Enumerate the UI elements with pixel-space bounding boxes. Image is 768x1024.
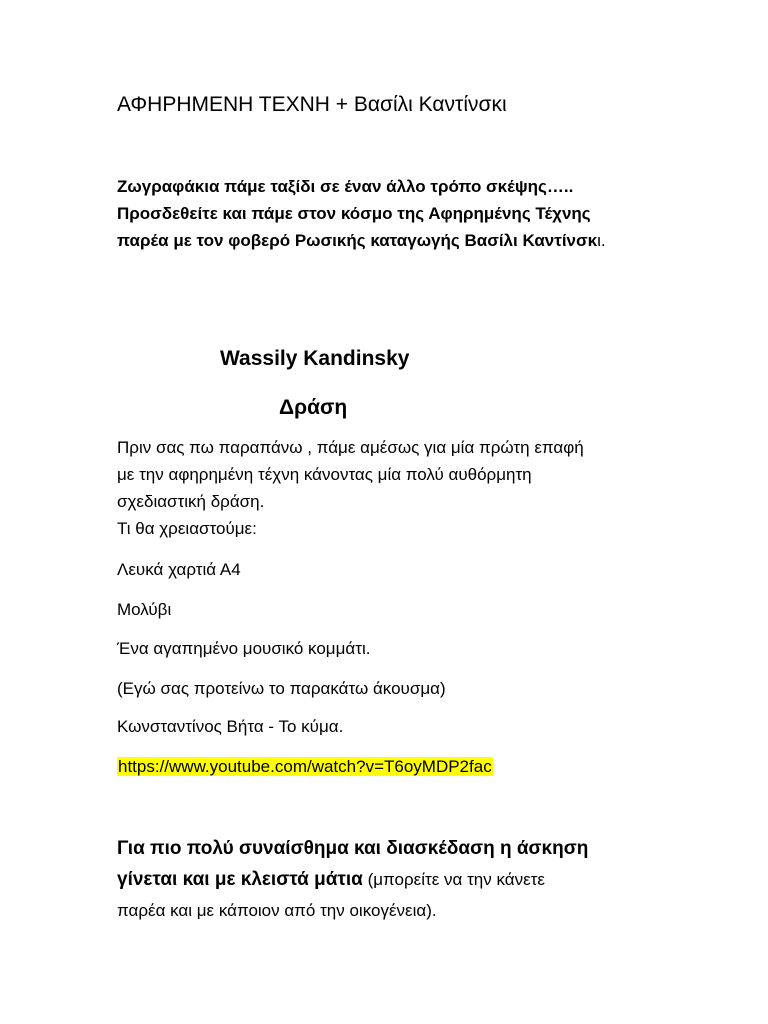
intro-line-3-bold: παρέα με τον φοβερό Ρωσικής καταγωγής Βασίλι Καντίνσκ [117,231,598,250]
action-heading: Δράση [279,396,348,419]
paragraph-line-2: με την αφηρημένη τέχνη κάνοντας μία πολύ αυθόρμητη [117,465,532,484]
paragraph-line-4: Τι θα χρειαστούμε: [117,519,257,538]
closing-line-1 [117,833,588,864]
document-title: ΑΦΗΡΗΜΕΝΗ ΤΕΧΝΗ + Βασίλι Καντίνσκι [117,93,507,116]
youtube-link-line [117,756,493,778]
intro-paragraph [117,173,606,254]
item-suggestion: (Εγώ σας προτείνω το παρακάτω άκουσμα) [117,679,446,698]
paragraph-line-3: σχεδιαστική δράση. [117,492,265,511]
closing-paragraph [117,833,588,926]
paragraph-line-1: Πριν σας πω παραπάνω , πάμε αμέσως για μία πρώτη επαφή [117,438,584,457]
youtube-link[interactable]: https://www.youtube.com/watch?v=T6oyMDP2fac [118,757,492,776]
item-song: Κωνσταντίνος Βήτα - Το κύμα. [117,717,344,736]
artist-heading: Wassily Kandinsky [220,347,410,370]
item-paper: Λευκά χαρτιά Α4 [117,560,241,579]
closing-line-3: παρέα και με κάποιον από την οικογένεια). [117,901,437,920]
intro-line-3 [117,227,606,254]
closing-bold-2: γίνεται και με κλειστά μάτια [117,869,363,890]
intro-line-3-tail: ι. [597,231,606,250]
item-pencil: Μολύβι [117,600,172,619]
closing-normal-2: (μπορείτε να την κάνετε [362,870,545,889]
closing-bold-1: Για πιο πολύ συναίσθημα και διασκέδαση η άσκηση [117,838,589,859]
intro-line-2: Προσδεθείτε και πάμε στον κόσμο της Αφηρημένης Τέχνης [117,204,591,223]
item-music: Ένα αγαπημένο μουσικό κομμάτι. [117,639,371,658]
closing-line-2 [117,864,588,895]
action-paragraph [117,434,584,542]
intro-line-1: Ζωγραφάκια πάμε ταξίδι σε έναν άλλο τρόπο σκέψης….. [117,177,574,196]
